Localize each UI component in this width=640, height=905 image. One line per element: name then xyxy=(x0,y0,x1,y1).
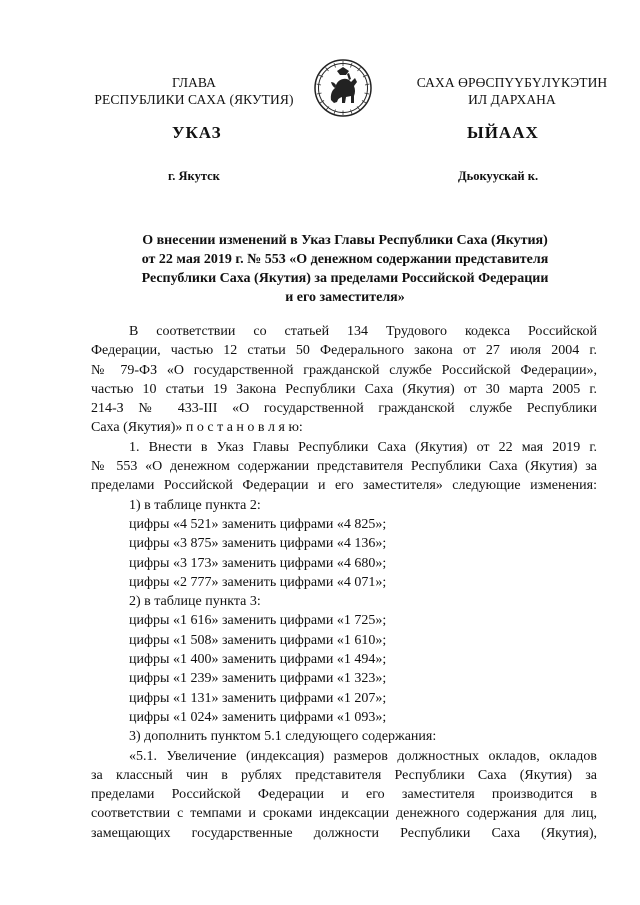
body-line: цифры «1 239» заменить цифрами «1 323»; xyxy=(129,671,387,687)
header-right-line-1: САХА ӨРӨСПҮҮБҮЛҮКЭТИН xyxy=(416,75,608,90)
subject-line: от 22 мая 2019 г. № 553 «О денежном содержании представителя xyxy=(141,252,549,267)
body-line: цифры «1 400» заменить цифрами «1 494»; xyxy=(129,652,387,668)
body-line: № 79-ФЗ «О государственной гражданской службе Российской Федерации», xyxy=(91,362,597,378)
body-line: 1. Внести в Указ Главы Республики Саха (Якутия) от 22 мая 2019 г. xyxy=(129,439,597,455)
body-line: цифры «1 024» заменить цифрами «1 093»; xyxy=(129,709,387,725)
body-line: 214-З № 433-III «О государственной гражданской службе Республики xyxy=(91,401,597,417)
body-line: пределами Российской Федерации и его заместителя производится в xyxy=(91,787,597,803)
body-line: 1) в таблице пункта 2: xyxy=(129,497,261,513)
city-ru: г. Якутск xyxy=(168,169,220,183)
body-line: цифры «1 131» заменить цифрами «1 207»; xyxy=(129,690,387,706)
body-line: пределами Российской Федерации и его заместителя» следующие изменения: xyxy=(91,478,597,494)
body-line: 2) в таблице пункта 3: xyxy=(129,594,261,610)
header-left-line-1: ГЛАВА xyxy=(171,75,217,90)
subject-line: О внесении изменений в Указ Главы Республики Саха (Якутия) xyxy=(142,233,548,248)
decree-subject xyxy=(80,231,610,307)
body-line: замещающих государственные должности Республики Саха (Якутия), xyxy=(91,825,597,841)
body-line: В соответствии со статьей 134 Трудового кодекса Российской xyxy=(129,324,597,339)
header-right xyxy=(382,74,640,108)
city-sakha: Дьокуускай к. xyxy=(458,169,539,183)
body-line: 3) дополнить пунктом 5.1 следующего содержания: xyxy=(129,729,437,745)
body-line: цифры «3 875» заменить цифрами «4 136»; xyxy=(129,536,387,552)
body-line: за классный чин в рублях представителя Республики Саха (Якутия) за xyxy=(91,767,597,783)
body-line: Саха (Якутия)» п о с т а н о в л я ю: xyxy=(91,420,303,436)
body-line: «5.1. Увеличение (индексация) размеров должностных окладов, окладов xyxy=(129,748,597,764)
document-type-ru: УКАЗ xyxy=(172,123,222,142)
body-line: цифры «4 521» заменить цифрами «4 825»; xyxy=(129,516,387,532)
header-right-line-2: ИЛ ДАРХАНА xyxy=(468,92,556,107)
decree-body xyxy=(91,322,597,843)
body-line: цифры «1 616» заменить цифрами «1 725»; xyxy=(129,613,387,629)
document-type-sakha: ЫЙААХ xyxy=(467,123,539,142)
body-line: Федерации, частью 12 статьи 50 Федерального закона от 27 июля 2004 г. xyxy=(91,343,597,359)
body-line: № 553 «О денежном содержании представителя Республики Саха (Якутия) за xyxy=(91,459,597,475)
body-line: цифры «1 508» заменить цифрами «1 610»; xyxy=(129,632,387,648)
body-line: цифры «2 777» заменить цифрами «4 071»; xyxy=(129,574,387,590)
body-line: соответствии с темпами и сроками индексации денежного содержания для лиц, xyxy=(91,806,597,822)
header-left-line-2: РЕСПУБЛИКИ САХА (ЯКУТИЯ) xyxy=(94,92,294,107)
header-left xyxy=(74,74,314,108)
body-line: частью 10 статьи 19 Закона Республики Саха (Якутия) от 30 марта 2005 г. xyxy=(91,381,597,397)
subject-line: Республики Саха (Якутия) за пределами Российской Федерации xyxy=(141,271,549,286)
subject-line: и его заместителя» xyxy=(285,290,405,305)
coat-of-arms-icon xyxy=(313,58,373,118)
body-line: цифры «3 173» заменить цифрами «4 680»; xyxy=(129,555,387,571)
